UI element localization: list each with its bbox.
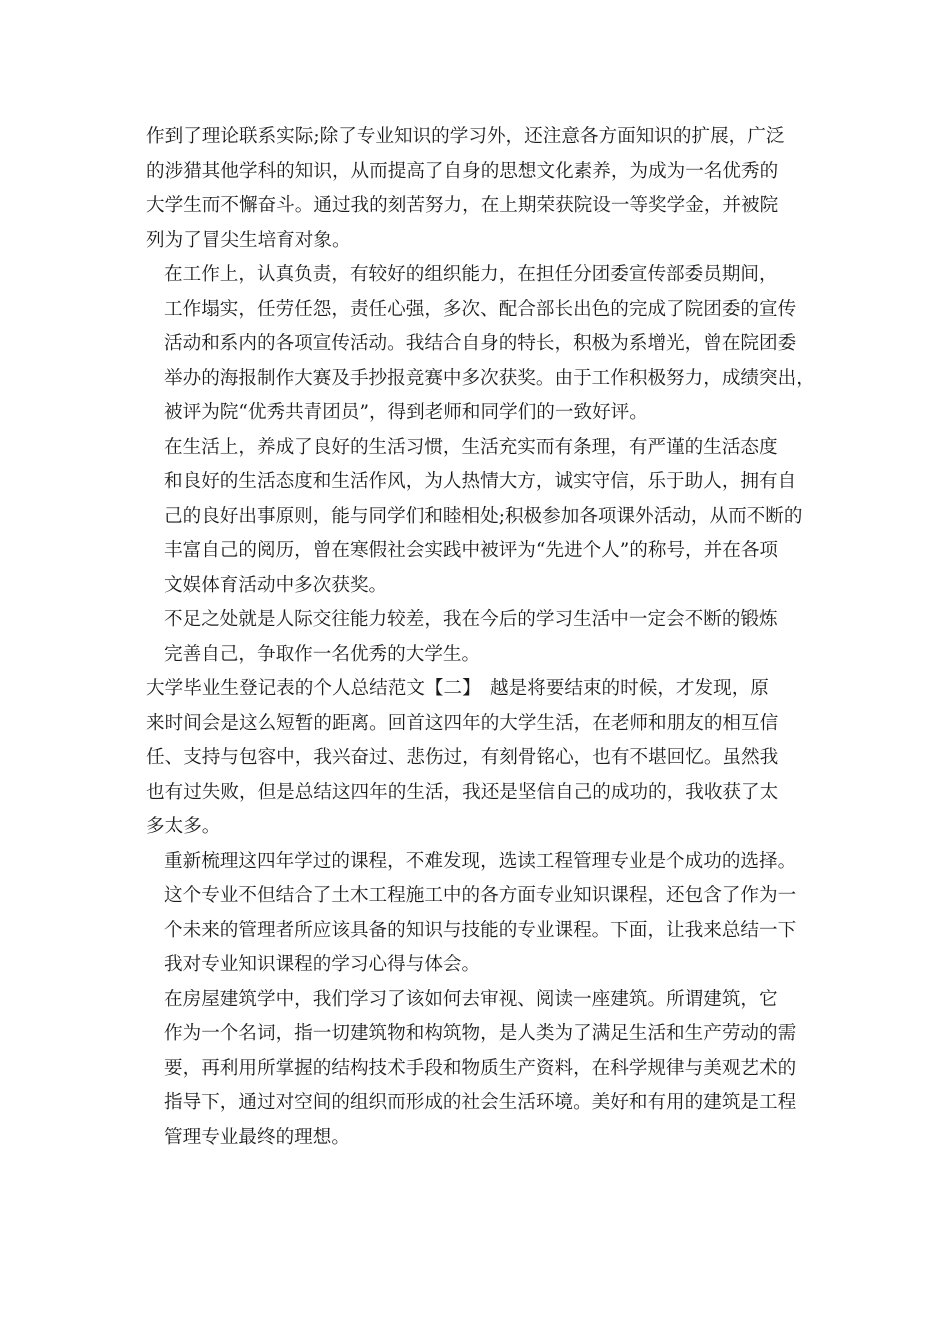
text-line: 来时间会是这么短暂的距离。回首这四年的大学生活，在老师和朋友的相互信 [146, 712, 779, 734]
text-line: 我对专业知识课程的学习心得与体会。 [164, 954, 481, 975]
text-line: 完善自己，争取作一名优秀的大学生。 [164, 643, 481, 665]
text-line: 工作塌实，任劳任怨，责任心强，多次、配合部长出色的完成了院团委的宣传 [164, 298, 797, 320]
text-line: 大学生而不懈奋斗。通过我的刻苦努力，在上期荣获院设一等奖学金，并被院 [146, 195, 779, 216]
text-line: 丰富自己的阅历，曾在寒假社会实践中被评为“先进个人”的称号，并在各项 [164, 540, 779, 561]
paragraph [146, 672, 811, 845]
text-line: 作到了理论联系实际;除了专业知识的学习外，还注意各方面知识的扩展，广泛 [146, 126, 785, 147]
text-line: 在房屋建筑学中，我们学习了该如何去审视、阅读一座建筑。所谓建筑，它 [164, 988, 778, 1010]
text-line: 要，再利用所掌握的结构技术手段和物质生产资料，在科学规律与美观艺术的 [164, 1057, 797, 1079]
text-line: 和良好的生活态度和生活作风，为人热情大方，诚实守信，乐于助人，拥有自 [164, 471, 797, 492]
text-line: 不足之处就是人际交往能力较差，我在今后的学习生活中一定会不断的锻炼 [164, 609, 778, 630]
text-line: 被评为院“优秀共青团员”，得到老师和同学们的一致好评。 [164, 402, 648, 423]
text-line: 这个专业不但结合了土木工程施工中的各方面专业知识课程，还包含了作为一 [164, 885, 797, 906]
document-body [146, 120, 815, 1155]
text-line: 任、支持与包容中，我兴奋过、悲伤过，有刻骨铭心，也有不堪回忆。虽然我 [146, 747, 779, 768]
text-line: 列为了冒尖生培育对象。 [146, 229, 351, 251]
text-line: 指导下，通过对空间的组织而形成的社会生活环境。美好和有用的建筑是工程 [164, 1092, 797, 1113]
text-line: 己的良好出事原则，能与同学们和睦相处;积极参加各项课外活动，从而不断的 [164, 505, 803, 527]
text-line: 在工作上，认真负责，有较好的组织能力，在担任分团委宣传部委员期间， [164, 264, 778, 285]
text-line: 管理专业最终的理想。 [164, 1126, 350, 1148]
text-line: 多太多。 [146, 816, 221, 837]
paragraph [146, 120, 811, 258]
text-line: 大学毕业生登记表的个人总结范文【二】 越是将要结束的时候，才发现，原 [146, 678, 769, 699]
text-line: 重新梳理这四年学过的课程，不难发现，选读工程管理专业是个成功的选择。 [164, 850, 797, 872]
text-line: 举办的海报制作大赛及手抄报竞赛中多次获奖。由于工作积极努力，成绩突出， [164, 367, 815, 389]
paragraph [146, 431, 811, 604]
paragraph [146, 603, 811, 672]
text-line: 在生活上，养成了良好的生活习惯，生活充实而有条理，有严谨的生活态度 [164, 436, 778, 458]
paragraph [146, 258, 815, 431]
text-line: 活动和系内的各项宣传活动。我结合自身的特长，积极为系增光，曾在院团委 [164, 333, 797, 354]
text-line: 个未来的管理者所应该具备的知识与技能的专业课程。下面，让我来总结一下 [164, 919, 797, 941]
paragraph [146, 983, 811, 1156]
text-line: 作为一个名词，指一切建筑物和构筑物，是人类为了满足生活和生产劳动的需 [164, 1023, 797, 1044]
text-line: 的涉猎其他学科的知识，从而提高了自身的思想文化素养，为成为一名优秀的 [146, 160, 779, 182]
text-line: 也有过失败，但是总结这四年的生活，我还是坚信自己的成功的，我收获了太 [146, 781, 779, 803]
paragraph [146, 845, 811, 983]
text-line: 文娱体育活动中多次获奖。 [164, 574, 388, 596]
